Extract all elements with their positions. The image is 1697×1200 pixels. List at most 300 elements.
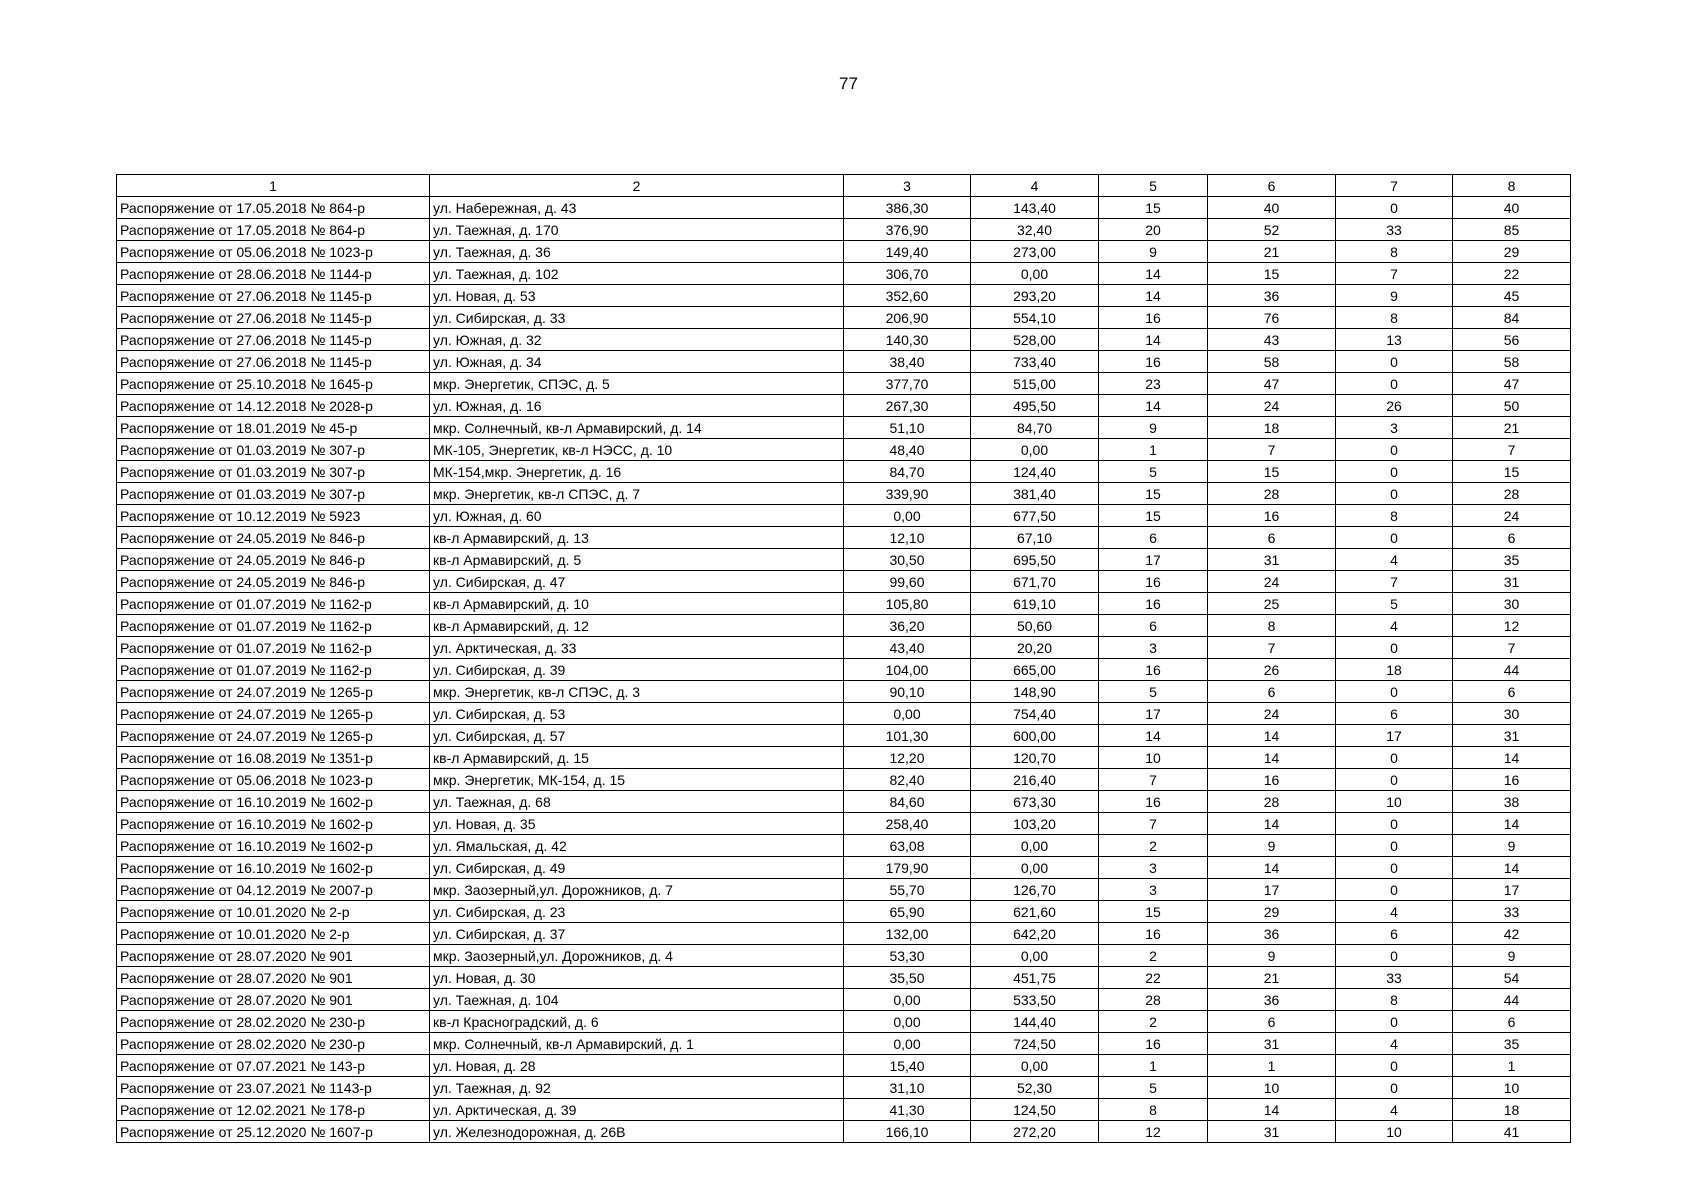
value-col-5-cell: 5: [1099, 461, 1208, 483]
value-col-4-cell: 600,00: [971, 725, 1099, 747]
value-col-4-cell: 451,75: [971, 967, 1099, 989]
value-col-8-cell: 12: [1453, 615, 1571, 637]
address-cell: мкр. Энергетик, кв-л СПЭС, д. 7: [430, 483, 844, 505]
value-col-4-cell: 642,20: [971, 923, 1099, 945]
document-reference-cell: Распоряжение от 01.07.2019 № 1162-р: [117, 593, 430, 615]
value-col-5-cell: 5: [1099, 1077, 1208, 1099]
table-row: [117, 659, 1571, 681]
value-col-5-cell: 14: [1099, 395, 1208, 417]
value-col-5-cell: 16: [1099, 593, 1208, 615]
value-col-7-cell: 0: [1336, 945, 1453, 967]
address-cell: ул. Арктическая, д. 33: [430, 637, 844, 659]
column-number-header: 3: [844, 175, 971, 197]
value-col-3-cell: 267,30: [844, 395, 971, 417]
address-cell: мкр. Энергетик, СПЭС, д. 5: [430, 373, 844, 395]
table-row: [117, 637, 1571, 659]
value-col-5-cell: 7: [1099, 813, 1208, 835]
address-cell: мкр. Заозерный,ул. Дорожников, д. 4: [430, 945, 844, 967]
value-col-5-cell: 1: [1099, 439, 1208, 461]
value-col-7-cell: 0: [1336, 1011, 1453, 1033]
address-cell: мкр. Энергетик, МК-154, д. 15: [430, 769, 844, 791]
value-col-3-cell: 339,90: [844, 483, 971, 505]
value-col-6-cell: 7: [1208, 637, 1336, 659]
value-col-5-cell: 17: [1099, 549, 1208, 571]
document-reference-cell: Распоряжение от 23.07.2021 № 1143-р: [117, 1077, 430, 1099]
value-col-6-cell: 14: [1208, 725, 1336, 747]
value-col-4-cell: 273,00: [971, 241, 1099, 263]
value-col-5-cell: 16: [1099, 571, 1208, 593]
value-col-4-cell: 0,00: [971, 945, 1099, 967]
document-reference-cell: Распоряжение от 07.07.2021 № 143-р: [117, 1055, 430, 1077]
document-reference-cell: Распоряжение от 10.12.2019 № 5923: [117, 505, 430, 527]
value-col-4-cell: 0,00: [971, 835, 1099, 857]
value-col-4-cell: 528,00: [971, 329, 1099, 351]
value-col-8-cell: 9: [1453, 945, 1571, 967]
table-row: [117, 923, 1571, 945]
value-col-6-cell: 6: [1208, 681, 1336, 703]
value-col-6-cell: 9: [1208, 945, 1336, 967]
table-row: [117, 549, 1571, 571]
value-col-6-cell: 14: [1208, 813, 1336, 835]
value-col-8-cell: 84: [1453, 307, 1571, 329]
value-col-4-cell: 84,70: [971, 417, 1099, 439]
value-col-4-cell: 272,20: [971, 1121, 1099, 1143]
value-col-7-cell: 0: [1336, 637, 1453, 659]
value-col-8-cell: 42: [1453, 923, 1571, 945]
value-col-3-cell: 306,70: [844, 263, 971, 285]
address-cell: кв-л Армавирский, д. 15: [430, 747, 844, 769]
table-row: [117, 395, 1571, 417]
value-col-3-cell: 53,30: [844, 945, 971, 967]
document-reference-cell: Распоряжение от 10.01.2020 № 2-р: [117, 901, 430, 923]
value-col-4-cell: 621,60: [971, 901, 1099, 923]
value-col-7-cell: 4: [1336, 615, 1453, 637]
value-col-7-cell: 13: [1336, 329, 1453, 351]
document-reference-cell: Распоряжение от 16.08.2019 № 1351-р: [117, 747, 430, 769]
table-row: [117, 197, 1571, 219]
value-col-4-cell: 120,70: [971, 747, 1099, 769]
address-cell: кв-л Армавирский, д. 10: [430, 593, 844, 615]
table-row: [117, 879, 1571, 901]
value-col-4-cell: 50,60: [971, 615, 1099, 637]
value-col-7-cell: 0: [1336, 835, 1453, 857]
value-col-7-cell: 0: [1336, 197, 1453, 219]
value-col-8-cell: 35: [1453, 1033, 1571, 1055]
value-col-5-cell: 15: [1099, 483, 1208, 505]
value-col-3-cell: 149,40: [844, 241, 971, 263]
value-col-6-cell: 76: [1208, 307, 1336, 329]
address-cell: ул. Ямальская, д. 42: [430, 835, 844, 857]
value-col-7-cell: 0: [1336, 681, 1453, 703]
value-col-7-cell: 3: [1336, 417, 1453, 439]
value-col-5-cell: 10: [1099, 747, 1208, 769]
value-col-5-cell: 6: [1099, 527, 1208, 549]
value-col-8-cell: 18: [1453, 1099, 1571, 1121]
value-col-5-cell: 9: [1099, 241, 1208, 263]
value-col-4-cell: 677,50: [971, 505, 1099, 527]
value-col-7-cell: 0: [1336, 461, 1453, 483]
address-cell: ул. Набережная, д. 43: [430, 197, 844, 219]
value-col-3-cell: 55,70: [844, 879, 971, 901]
document-reference-cell: Распоряжение от 16.10.2019 № 1602-р: [117, 813, 430, 835]
document-reference-cell: Распоряжение от 25.10.2018 № 1645-р: [117, 373, 430, 395]
address-cell: ул. Сибирская, д. 49: [430, 857, 844, 879]
value-col-6-cell: 17: [1208, 879, 1336, 901]
value-col-6-cell: 16: [1208, 505, 1336, 527]
table-row: [117, 373, 1571, 395]
document-reference-cell: Распоряжение от 01.07.2019 № 1162-р: [117, 615, 430, 637]
value-col-3-cell: 0,00: [844, 1033, 971, 1055]
address-cell: ул. Сибирская, д. 39: [430, 659, 844, 681]
value-col-3-cell: 63,08: [844, 835, 971, 857]
address-cell: ул. Новая, д. 30: [430, 967, 844, 989]
value-col-8-cell: 33: [1453, 901, 1571, 923]
column-number-header: 2: [430, 175, 844, 197]
value-col-6-cell: 14: [1208, 1099, 1336, 1121]
value-col-7-cell: 18: [1336, 659, 1453, 681]
value-col-6-cell: 31: [1208, 1033, 1336, 1055]
document-reference-cell: Распоряжение от 24.05.2019 № 846-р: [117, 527, 430, 549]
value-col-7-cell: 8: [1336, 241, 1453, 263]
value-col-8-cell: 38: [1453, 791, 1571, 813]
value-col-4-cell: 124,50: [971, 1099, 1099, 1121]
value-col-4-cell: 0,00: [971, 1055, 1099, 1077]
address-cell: ул. Сибирская, д. 53: [430, 703, 844, 725]
column-number-header: 7: [1336, 175, 1453, 197]
value-col-8-cell: 40: [1453, 197, 1571, 219]
table-row: [117, 1121, 1571, 1143]
value-col-6-cell: 24: [1208, 571, 1336, 593]
value-col-4-cell: 216,40: [971, 769, 1099, 791]
table-row: [117, 461, 1571, 483]
address-cell: ул. Таежная, д. 104: [430, 989, 844, 1011]
value-col-3-cell: 82,40: [844, 769, 971, 791]
value-col-6-cell: 58: [1208, 351, 1336, 373]
value-col-3-cell: 0,00: [844, 989, 971, 1011]
value-col-8-cell: 14: [1453, 813, 1571, 835]
value-col-4-cell: 293,20: [971, 285, 1099, 307]
column-number-header: 5: [1099, 175, 1208, 197]
value-col-8-cell: 58: [1453, 351, 1571, 373]
value-col-3-cell: 166,10: [844, 1121, 971, 1143]
table-row: [117, 945, 1571, 967]
document-reference-cell: Распоряжение от 05.06.2018 № 1023-р: [117, 241, 430, 263]
document-reference-cell: Распоряжение от 18.01.2019 № 45-р: [117, 417, 430, 439]
value-col-7-cell: 5: [1336, 593, 1453, 615]
value-col-4-cell: 20,20: [971, 637, 1099, 659]
address-cell: МК-105, Энергетик, кв-л НЭСС, д. 10: [430, 439, 844, 461]
value-col-5-cell: 8: [1099, 1099, 1208, 1121]
document-reference-cell: Распоряжение от 28.02.2020 № 230-р: [117, 1011, 430, 1033]
value-col-8-cell: 1: [1453, 1055, 1571, 1077]
address-cell: мкр. Заозерный,ул. Дорожников, д. 7: [430, 879, 844, 901]
value-col-6-cell: 36: [1208, 923, 1336, 945]
value-col-4-cell: 67,10: [971, 527, 1099, 549]
value-col-8-cell: 44: [1453, 989, 1571, 1011]
value-col-8-cell: 28: [1453, 483, 1571, 505]
address-cell: ул. Южная, д. 32: [430, 329, 844, 351]
value-col-3-cell: 84,60: [844, 791, 971, 813]
table-row: [117, 857, 1571, 879]
value-col-4-cell: 0,00: [971, 263, 1099, 285]
value-col-8-cell: 14: [1453, 747, 1571, 769]
document-reference-cell: Распоряжение от 24.05.2019 № 846-р: [117, 549, 430, 571]
value-col-3-cell: 30,50: [844, 549, 971, 571]
document-reference-cell: Распоряжение от 27.06.2018 № 1145-р: [117, 329, 430, 351]
value-col-5-cell: 14: [1099, 285, 1208, 307]
value-col-4-cell: 533,50: [971, 989, 1099, 1011]
value-col-7-cell: 4: [1336, 549, 1453, 571]
value-col-7-cell: 0: [1336, 351, 1453, 373]
table-row: [117, 791, 1571, 813]
address-cell: ул. Сибирская, д. 47: [430, 571, 844, 593]
value-col-7-cell: 33: [1336, 219, 1453, 241]
value-col-4-cell: 0,00: [971, 857, 1099, 879]
value-col-8-cell: 35: [1453, 549, 1571, 571]
value-col-5-cell: 3: [1099, 857, 1208, 879]
value-col-8-cell: 15: [1453, 461, 1571, 483]
address-cell: кв-л Армавирский, д. 5: [430, 549, 844, 571]
column-number-header: 8: [1453, 175, 1571, 197]
value-col-3-cell: 206,90: [844, 307, 971, 329]
address-cell: ул. Южная, д. 34: [430, 351, 844, 373]
value-col-5-cell: 17: [1099, 703, 1208, 725]
address-cell: ул. Железнодорожная, д. 26В: [430, 1121, 844, 1143]
table-row: [117, 1033, 1571, 1055]
document-reference-cell: Распоряжение от 24.07.2019 № 1265-р: [117, 725, 430, 747]
value-col-3-cell: 104,00: [844, 659, 971, 681]
value-col-3-cell: 12,10: [844, 527, 971, 549]
document-reference-cell: Распоряжение от 27.06.2018 № 1145-р: [117, 307, 430, 329]
value-col-6-cell: 36: [1208, 989, 1336, 1011]
table-row: [117, 307, 1571, 329]
document-reference-cell: Распоряжение от 16.10.2019 № 1602-р: [117, 857, 430, 879]
value-col-3-cell: 15,40: [844, 1055, 971, 1077]
value-col-8-cell: 7: [1453, 439, 1571, 461]
value-col-4-cell: 495,50: [971, 395, 1099, 417]
value-col-3-cell: 99,60: [844, 571, 971, 593]
document-reference-cell: Распоряжение от 28.06.2018 № 1144-р: [117, 263, 430, 285]
value-col-7-cell: 8: [1336, 989, 1453, 1011]
value-col-7-cell: 6: [1336, 703, 1453, 725]
table-row: [117, 967, 1571, 989]
document-reference-cell: Распоряжение от 01.03.2019 № 307-р: [117, 439, 430, 461]
value-col-3-cell: 0,00: [844, 1011, 971, 1033]
value-col-6-cell: 7: [1208, 439, 1336, 461]
value-col-7-cell: 9: [1336, 285, 1453, 307]
value-col-4-cell: 32,40: [971, 219, 1099, 241]
value-col-8-cell: 14: [1453, 857, 1571, 879]
value-col-4-cell: 671,70: [971, 571, 1099, 593]
value-col-7-cell: 10: [1336, 1121, 1453, 1143]
address-cell: мкр. Солнечный, кв-л Армавирский, д. 1: [430, 1033, 844, 1055]
value-col-3-cell: 12,20: [844, 747, 971, 769]
value-col-3-cell: 258,40: [844, 813, 971, 835]
value-col-6-cell: 31: [1208, 1121, 1336, 1143]
address-cell: ул. Таежная, д. 36: [430, 241, 844, 263]
value-col-8-cell: 45: [1453, 285, 1571, 307]
value-col-5-cell: 1: [1099, 1055, 1208, 1077]
value-col-7-cell: 33: [1336, 967, 1453, 989]
value-col-7-cell: 0: [1336, 373, 1453, 395]
value-col-8-cell: 16: [1453, 769, 1571, 791]
address-cell: ул. Таежная, д. 170: [430, 219, 844, 241]
address-cell: ул. Таежная, д. 92: [430, 1077, 844, 1099]
value-col-7-cell: 7: [1336, 263, 1453, 285]
value-col-5-cell: 2: [1099, 945, 1208, 967]
value-col-5-cell: 22: [1099, 967, 1208, 989]
document-reference-cell: Распоряжение от 28.02.2020 № 230-р: [117, 1033, 430, 1055]
value-col-4-cell: 381,40: [971, 483, 1099, 505]
value-col-4-cell: 554,10: [971, 307, 1099, 329]
value-col-7-cell: 6: [1336, 923, 1453, 945]
table-row: [117, 1077, 1571, 1099]
value-col-3-cell: 51,10: [844, 417, 971, 439]
table-row: [117, 439, 1571, 461]
value-col-4-cell: 143,40: [971, 197, 1099, 219]
value-col-8-cell: 21: [1453, 417, 1571, 439]
address-cell: кв-л Армавирский, д. 13: [430, 527, 844, 549]
value-col-3-cell: 101,30: [844, 725, 971, 747]
page-number: 77: [839, 74, 858, 93]
address-cell: ул. Сибирская, д. 37: [430, 923, 844, 945]
value-col-8-cell: 29: [1453, 241, 1571, 263]
value-col-8-cell: 47: [1453, 373, 1571, 395]
value-col-5-cell: 5: [1099, 681, 1208, 703]
table-row: [117, 329, 1571, 351]
value-col-5-cell: 12: [1099, 1121, 1208, 1143]
value-col-6-cell: 8: [1208, 615, 1336, 637]
value-col-3-cell: 140,30: [844, 329, 971, 351]
value-col-5-cell: 16: [1099, 1033, 1208, 1055]
value-col-7-cell: 8: [1336, 307, 1453, 329]
address-cell: ул. Таежная, д. 68: [430, 791, 844, 813]
value-col-4-cell: 724,50: [971, 1033, 1099, 1055]
value-col-5-cell: 2: [1099, 1011, 1208, 1033]
value-col-7-cell: 0: [1336, 527, 1453, 549]
table-row: [117, 769, 1571, 791]
table-body: [117, 197, 1571, 1143]
value-col-5-cell: 16: [1099, 923, 1208, 945]
value-col-7-cell: 0: [1336, 813, 1453, 835]
document-reference-cell: Распоряжение от 28.07.2020 № 901: [117, 967, 430, 989]
table-row: [117, 1055, 1571, 1077]
value-col-8-cell: 10: [1453, 1077, 1571, 1099]
value-col-5-cell: 16: [1099, 791, 1208, 813]
value-col-3-cell: 376,90: [844, 219, 971, 241]
value-col-5-cell: 23: [1099, 373, 1208, 395]
value-col-3-cell: 35,50: [844, 967, 971, 989]
value-col-6-cell: 24: [1208, 703, 1336, 725]
value-col-4-cell: 695,50: [971, 549, 1099, 571]
value-col-7-cell: 0: [1336, 857, 1453, 879]
value-col-6-cell: 18: [1208, 417, 1336, 439]
value-col-7-cell: 0: [1336, 439, 1453, 461]
value-col-5-cell: 16: [1099, 307, 1208, 329]
column-number-header: 6: [1208, 175, 1336, 197]
table-row: [117, 263, 1571, 285]
address-cell: МК-154,мкр. Энергетик, д. 16: [430, 461, 844, 483]
value-col-3-cell: 41,30: [844, 1099, 971, 1121]
value-col-3-cell: 48,40: [844, 439, 971, 461]
table-row: [117, 725, 1571, 747]
address-cell: ул. Сибирская, д. 23: [430, 901, 844, 923]
value-col-6-cell: 9: [1208, 835, 1336, 857]
value-col-8-cell: 9: [1453, 835, 1571, 857]
value-col-4-cell: 103,20: [971, 813, 1099, 835]
value-col-7-cell: 8: [1336, 505, 1453, 527]
value-col-4-cell: 754,40: [971, 703, 1099, 725]
value-col-3-cell: 132,00: [844, 923, 971, 945]
value-col-7-cell: 0: [1336, 879, 1453, 901]
value-col-6-cell: 14: [1208, 857, 1336, 879]
document-reference-cell: Распоряжение от 01.03.2019 № 307-р: [117, 483, 430, 505]
value-col-6-cell: 21: [1208, 241, 1336, 263]
value-col-6-cell: 24: [1208, 395, 1336, 417]
document-reference-cell: Распоряжение от 25.12.2020 № 1607-р: [117, 1121, 430, 1143]
value-col-6-cell: 31: [1208, 549, 1336, 571]
value-col-3-cell: 0,00: [844, 505, 971, 527]
value-col-7-cell: 0: [1336, 747, 1453, 769]
address-cell: ул. Южная, д. 60: [430, 505, 844, 527]
document-reference-cell: Распоряжение от 12.02.2021 № 178-р: [117, 1099, 430, 1121]
value-col-3-cell: 352,60: [844, 285, 971, 307]
value-col-8-cell: 30: [1453, 703, 1571, 725]
value-col-6-cell: 1: [1208, 1055, 1336, 1077]
address-cell: ул. Сибирская, д. 33: [430, 307, 844, 329]
table-row: [117, 1099, 1571, 1121]
value-col-4-cell: 515,00: [971, 373, 1099, 395]
value-col-5-cell: 9: [1099, 417, 1208, 439]
value-col-3-cell: 65,90: [844, 901, 971, 923]
table-row: [117, 813, 1571, 835]
document-reference-cell: Распоряжение от 28.07.2020 № 901: [117, 945, 430, 967]
value-col-6-cell: 43: [1208, 329, 1336, 351]
value-col-3-cell: 377,70: [844, 373, 971, 395]
value-col-4-cell: 0,00: [971, 439, 1099, 461]
value-col-5-cell: 16: [1099, 351, 1208, 373]
document-reference-cell: Распоряжение от 17.05.2018 № 864-р: [117, 219, 430, 241]
table-row: [117, 593, 1571, 615]
value-col-7-cell: 0: [1336, 483, 1453, 505]
value-col-8-cell: 56: [1453, 329, 1571, 351]
address-cell: ул. Новая, д. 35: [430, 813, 844, 835]
document-reference-cell: Распоряжение от 01.03.2019 № 307-р: [117, 461, 430, 483]
table-row: [117, 835, 1571, 857]
column-number-header: 1: [117, 175, 430, 197]
document-reference-cell: Распоряжение от 16.10.2019 № 1602-р: [117, 835, 430, 857]
value-col-3-cell: 31,10: [844, 1077, 971, 1099]
value-col-8-cell: 30: [1453, 593, 1571, 615]
value-col-5-cell: 14: [1099, 263, 1208, 285]
value-col-6-cell: 28: [1208, 791, 1336, 813]
address-cell: ул. Таежная, д. 102: [430, 263, 844, 285]
table-row: [117, 351, 1571, 373]
value-col-8-cell: 7: [1453, 637, 1571, 659]
value-col-7-cell: 7: [1336, 571, 1453, 593]
address-cell: ул. Арктическая, д. 39: [430, 1099, 844, 1121]
document-reference-cell: Распоряжение от 05.06.2018 № 1023-р: [117, 769, 430, 791]
document-reference-cell: Распоряжение от 01.07.2019 № 1162-р: [117, 659, 430, 681]
value-col-6-cell: 15: [1208, 263, 1336, 285]
value-col-6-cell: 10: [1208, 1077, 1336, 1099]
value-col-8-cell: 31: [1453, 571, 1571, 593]
document-reference-cell: Распоряжение от 10.01.2020 № 2-р: [117, 923, 430, 945]
table-row: [117, 417, 1571, 439]
value-col-6-cell: 29: [1208, 901, 1336, 923]
value-col-4-cell: 126,70: [971, 879, 1099, 901]
value-col-8-cell: 41: [1453, 1121, 1571, 1143]
